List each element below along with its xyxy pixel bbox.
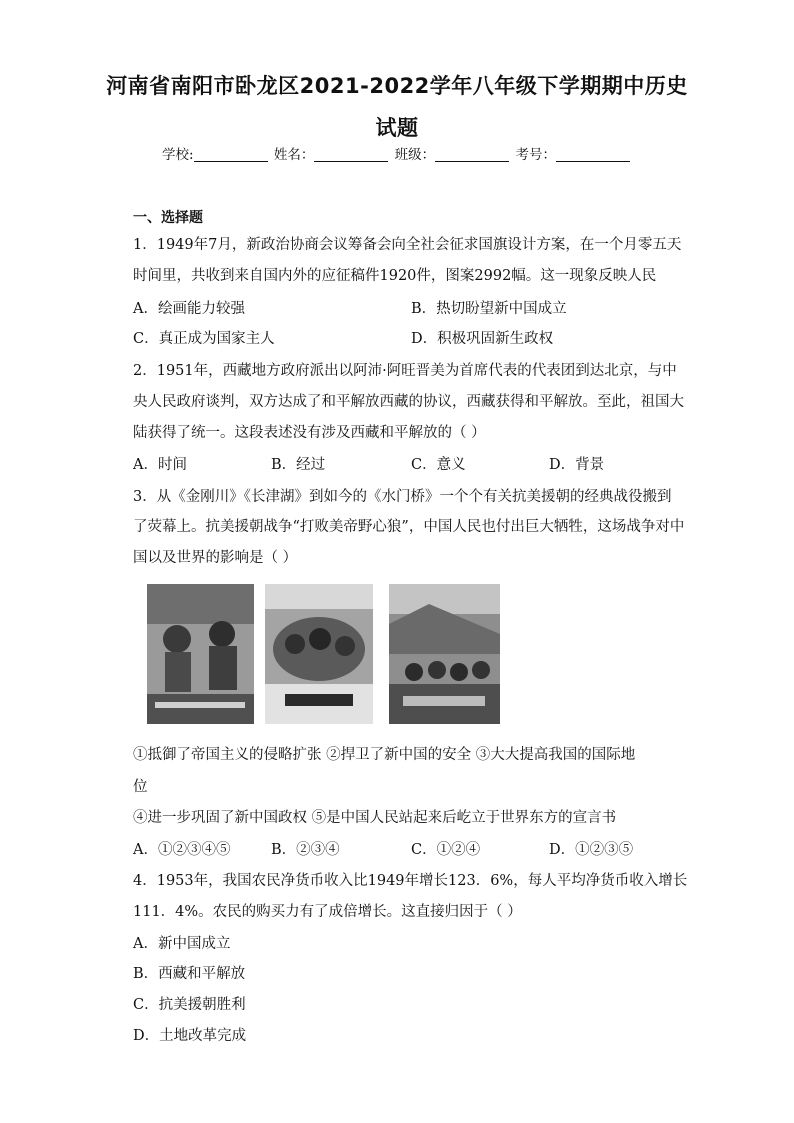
- exam-no-blank[interactable]: [556, 147, 630, 162]
- q1-option-b[interactable]: B．热切盼望新中国成立: [411, 301, 567, 317]
- q1-stem-line1: 1．1949年7月，新政治协商会议筹备会向全社会征求国旗设计方案，在一个月零五天: [133, 237, 682, 253]
- q1-option-c[interactable]: C．真正成为国家主人: [133, 331, 275, 347]
- student-info-row: [0, 143, 794, 163]
- q4-stem-line1: 4．1953年，我国农民净货币收入比1949年增长123．6%，每人平均净货币收入增长: [133, 873, 688, 889]
- q2-option-c[interactable]: C．意义: [411, 457, 466, 473]
- q2-stem-line3: 陆获得了统一。这段表述没有涉及西藏和平解放的（ ）: [133, 425, 486, 441]
- class-label: 班级：: [394, 147, 436, 163]
- q4-option-c[interactable]: C．抗美援朝胜利: [133, 997, 246, 1013]
- class-blank[interactable]: [435, 147, 509, 162]
- exam-no-label: 考号：: [515, 147, 556, 163]
- q3-option-b[interactable]: B．②③④: [271, 842, 340, 858]
- q2-option-d[interactable]: D．背景: [549, 457, 605, 473]
- movie-poster-image-2: [265, 584, 373, 724]
- q3-option-c[interactable]: C．①②④: [411, 842, 481, 858]
- q4-stem-line2: 111．4%。农民的购买力有了成倍增长。这直接归因于（ ）: [133, 904, 522, 920]
- q3-statement-line3: ④进一步巩固了新中国政权 ⑤是中国人民站起来后屹立于世界东方的宣言书: [133, 810, 617, 826]
- q3-stem-line3: 国以及世界的影响是（ ）: [133, 550, 298, 566]
- q3-option-d[interactable]: D．①②③⑤: [549, 842, 634, 858]
- q3-stem-line2: 了荧幕上。抗美援朝战争“打败美帝野心狼”，中国人民也付出巨大牺牲，这场战争对中: [133, 519, 685, 535]
- q2-option-b[interactable]: B．经过: [271, 457, 326, 473]
- name-label: 姓名：: [273, 147, 315, 163]
- q1-option-a[interactable]: A．绘画能力较强: [133, 301, 245, 317]
- exam-title-line1: 河南省南阳市卧龙区2021-2022学年八年级下学期期中历史: [106, 74, 688, 98]
- movie-poster-image-1: [147, 584, 254, 724]
- q4-option-d[interactable]: D．土地改革完成: [133, 1028, 247, 1044]
- name-blank[interactable]: [314, 147, 388, 162]
- q3-statement-line2: 位: [133, 779, 148, 795]
- q3-statement-line1: ①抵御了帝国主义的侵略扩张 ②捍卫了新中国的安全 ③大大提高我国的国际地: [133, 747, 636, 763]
- movie-poster-image-3: [389, 584, 500, 724]
- q3-stem-line1: 3．从《金刚川》《长津湖》到如今的《水门桥》一个个有关抗美援朝的经典战役搬到: [133, 489, 672, 505]
- exam-title-line2: 试题: [375, 116, 419, 140]
- q1-option-d[interactable]: D．积极巩固新生政权: [411, 331, 554, 347]
- q4-option-a[interactable]: A．新中国成立: [133, 936, 231, 952]
- q1-stem-line2: 时间里，共收到来自国内外的应征稿件1920件，图案2992幅。这一现象反映人民: [133, 268, 657, 284]
- q4-option-b[interactable]: B．西藏和平解放: [133, 966, 246, 982]
- school-blank[interactable]: [194, 147, 268, 162]
- section-heading: 一、选择题: [133, 210, 203, 226]
- q2-stem-line2: 央人民政府谈判，双方达成了和平解放西藏的协议，西藏获得和平解放。至此，祖国大: [133, 394, 684, 410]
- q2-stem-line1: 2．1951年，西藏地方政府派出以阿沛·阿旺晋美为首席代表的代表团到达北京，与中: [133, 363, 677, 379]
- q2-option-a[interactable]: A．时间: [133, 457, 187, 473]
- school-label: 学校:: [162, 147, 194, 163]
- q3-option-a[interactable]: A．①②③④⑤: [133, 842, 231, 858]
